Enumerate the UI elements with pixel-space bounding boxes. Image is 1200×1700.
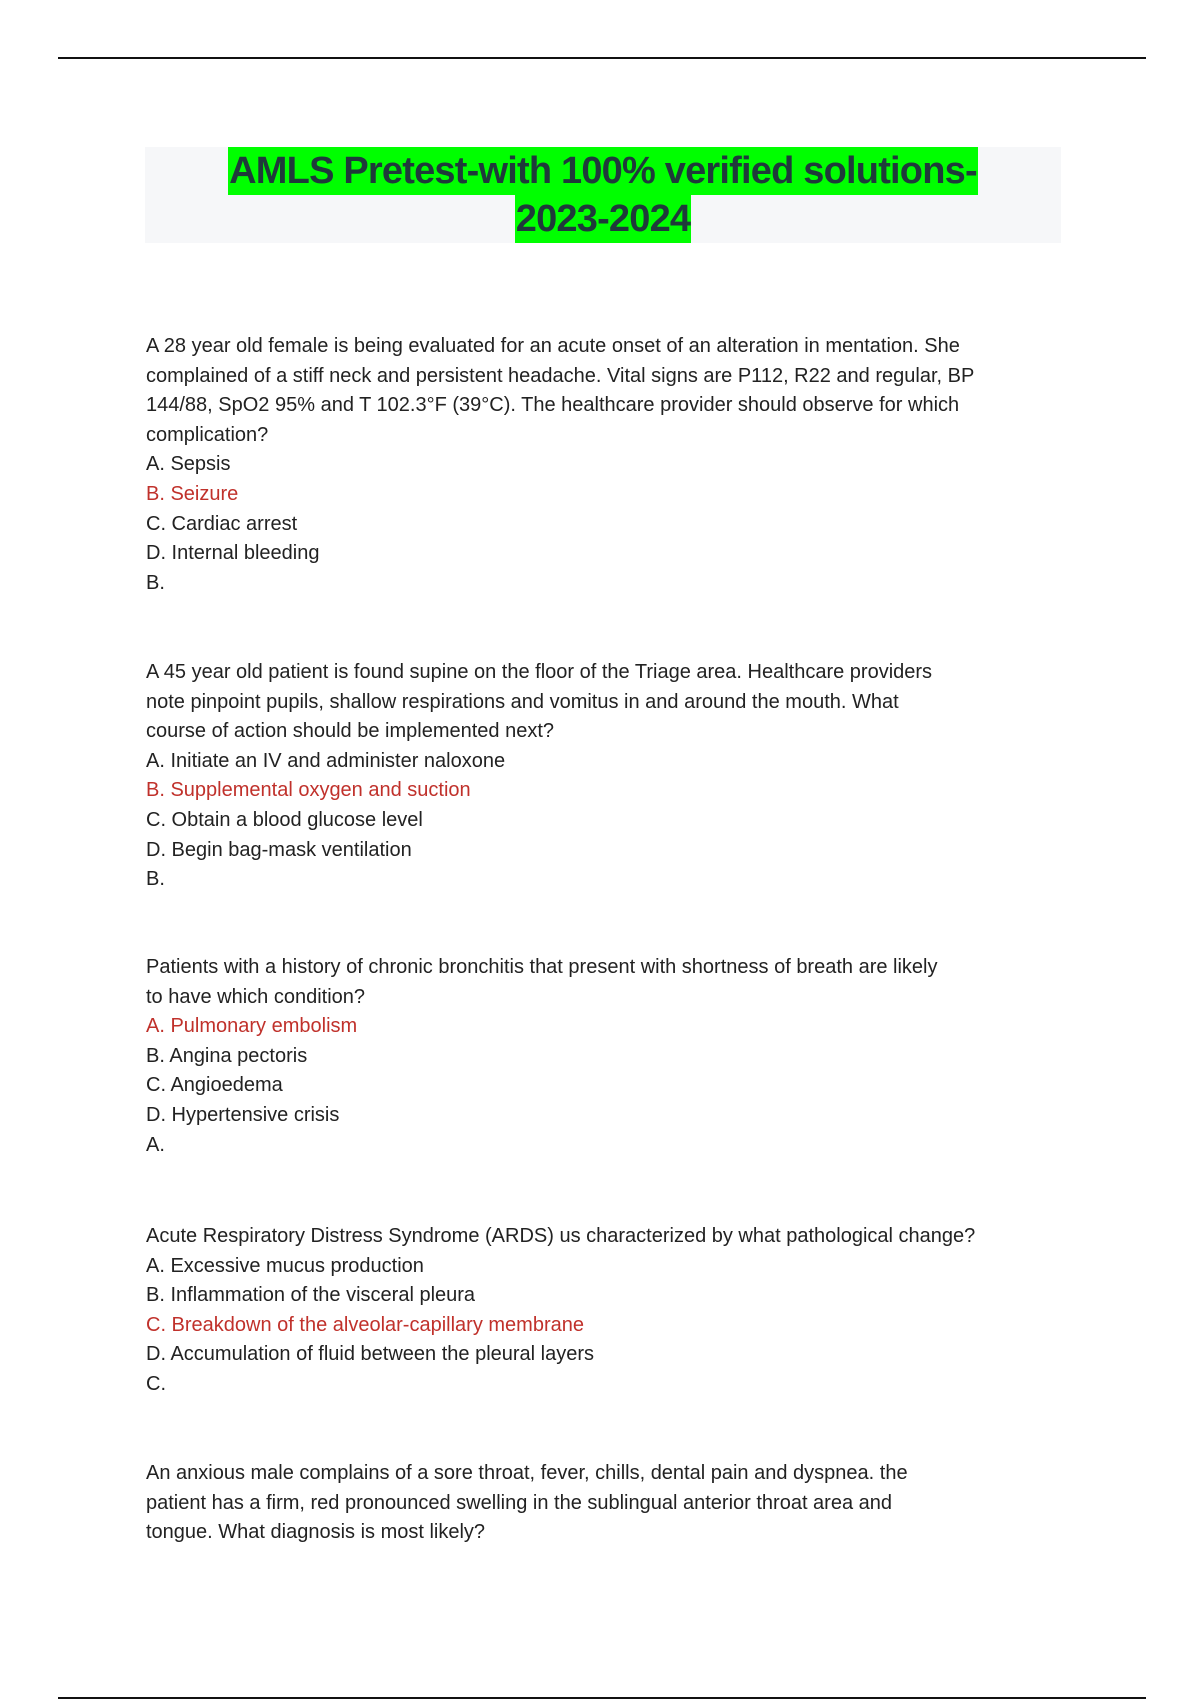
question-5 [146,1459,1146,1548]
top-rule [58,57,1146,59]
title-line-1: AMLS Pretest-with 100% verified solutions- [228,147,978,195]
answer-option-correct: B. Supplemental oxygen and suction [146,779,471,802]
question-text-line: A 28 year old female is being evaluated for an acute onset of an alteration in mentation. She [146,335,960,357]
question-text-line: A 45 year old patient is found supine on the floor of the Triage area. Healthcare providers [146,661,933,683]
answer-option: C. Cardiac arrest [146,512,298,535]
answer-option-correct: C. Breakdown of the alveolar-capillary membrane [146,1313,584,1336]
answer-option: C. Angioedema [146,1074,283,1097]
bottom-rule [58,1697,1146,1699]
question-text-line: complication? [146,423,269,446]
answer-option: D. Begin bag-mask ventilation [146,838,412,861]
question-text-line: course of action should be implemented next? [146,720,555,743]
question-text-line: An anxious male complains of a sore throat, fever, chills, dental pain and dyspnea. the [146,1462,908,1484]
answer-key: A. [146,1133,165,1156]
answer-option: B. Angina pectoris [146,1044,308,1067]
title-line-2: 2023-2024 [515,195,692,243]
question-text-line: tongue. What diagnosis is most likely? [146,1521,486,1544]
question-1 [146,332,1146,598]
question-3 [146,953,1146,1160]
answer-option: B. Inflammation of the visceral pleura [146,1284,476,1307]
question-text-line: to have which condition? [146,985,366,1008]
question-2 [146,658,1146,895]
answer-option: D. Internal bleeding [146,542,320,565]
answer-option: A. Excessive mucus production [146,1254,424,1277]
answer-option: D. Accumulation of fluid between the pleural layers [146,1343,595,1366]
answer-option: A. Initiate an IV and administer naloxone [146,749,506,772]
question-text-line: 144/88, SpO2 95% and T 102.3°F (39°C). The healthcare provider should observe for which [146,394,960,417]
answer-option: A. Sepsis [146,453,231,476]
answer-option: D. Hypertensive crisis [146,1103,340,1126]
answer-key: B. [146,868,165,891]
question-text-line: patient has a firm, red pronounced swelling in the sublingual anterior throat area and [146,1491,893,1514]
answer-option: C. Obtain a blood glucose level [146,808,423,831]
answer-option-correct: A. Pulmonary embolism [146,1015,358,1038]
question-4 [146,1222,1146,1400]
answer-key: B. [146,571,165,594]
question-text-line: complained of a stiff neck and persistent headache. Vital signs are P112, R22 and regular, BP [146,364,975,387]
question-text-line: Patients with a history of chronic bronchitis that present with shortness of breath are likely [146,956,938,978]
document-title [145,147,1061,243]
answer-key: C. [146,1372,166,1395]
answer-option-correct: B. Seizure [146,482,239,505]
question-text-line: note pinpoint pupils, shallow respirations and vomitus in and around the mouth. What [146,690,899,713]
question-text-line: Acute Respiratory Distress Syndrome (ARDS) us characterized by what pathological change? [146,1225,976,1247]
